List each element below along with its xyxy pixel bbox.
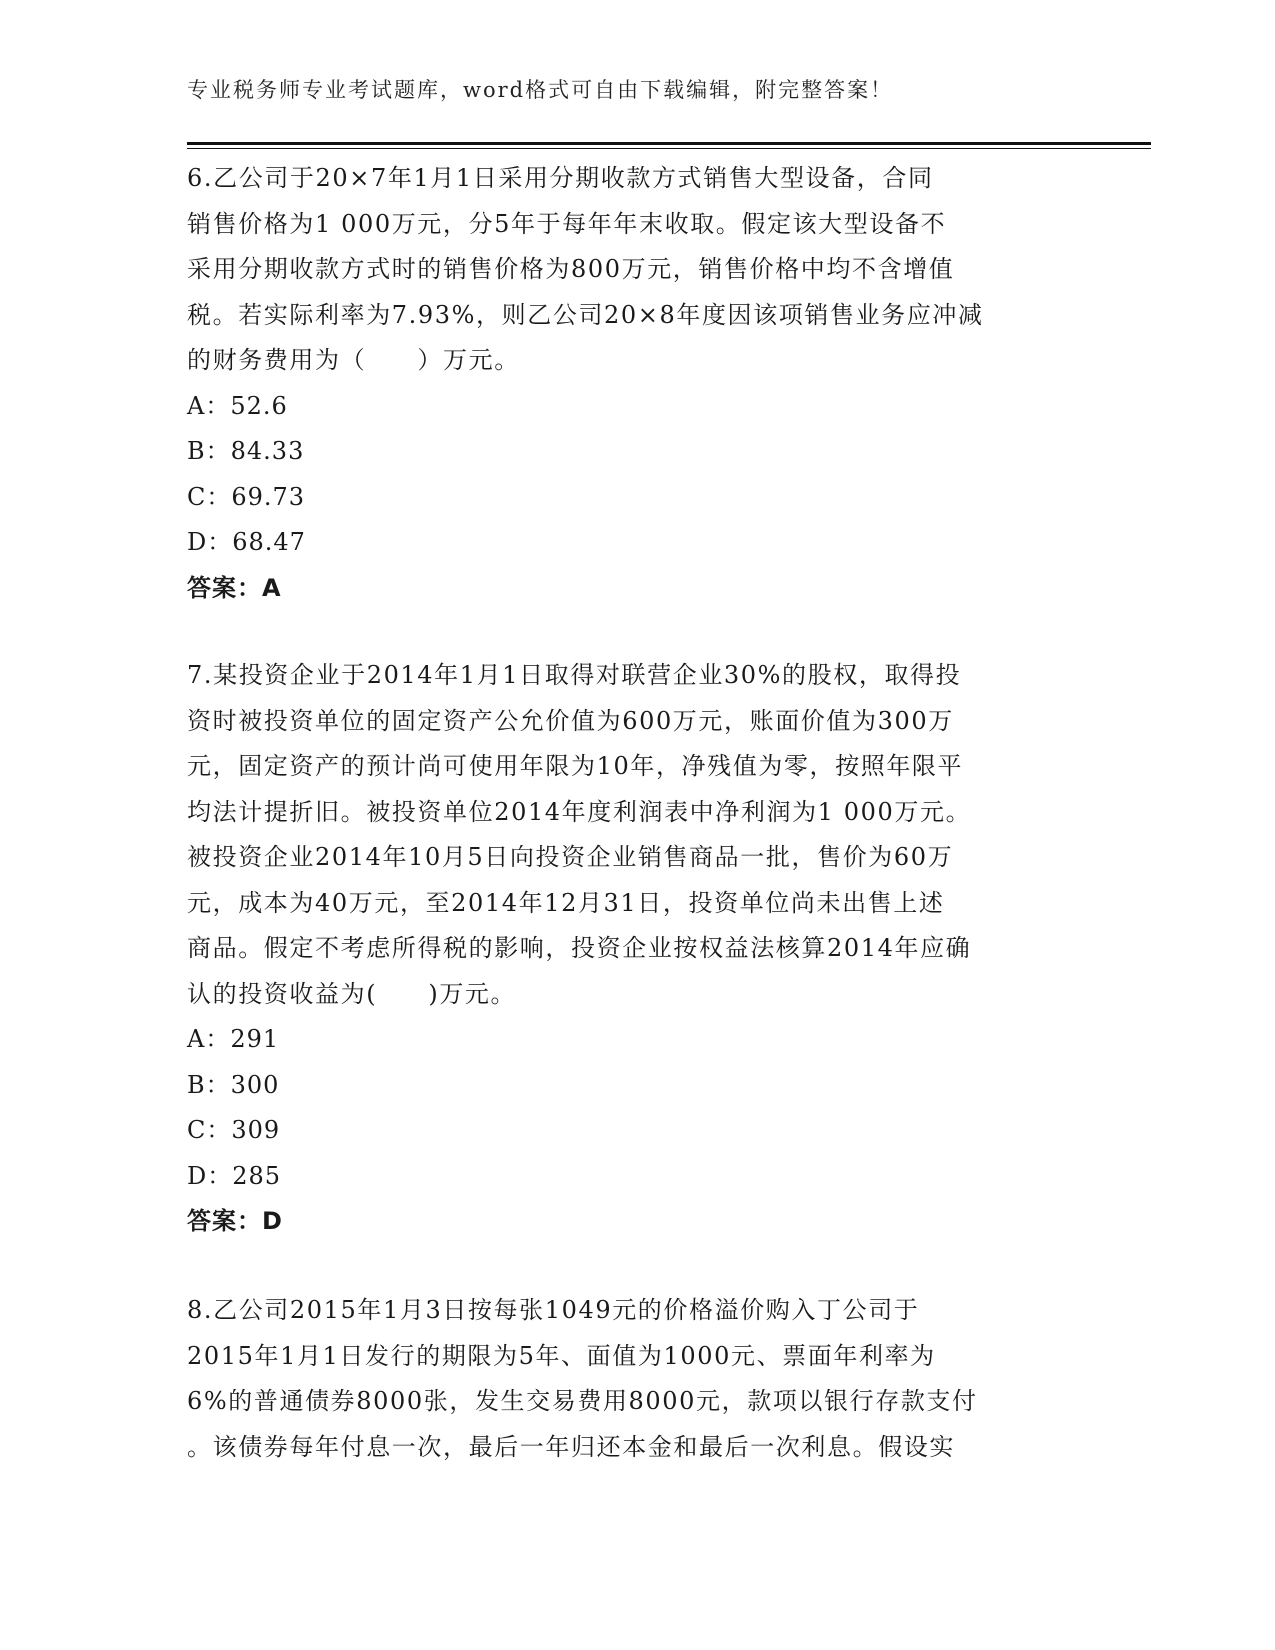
question-6 [187,156,1087,611]
option-c: C：69.73 [187,482,306,511]
answer-label: 答案：D [187,1207,283,1235]
stem-line: 资时被投资单位的固定资产公允价值为600万元，账面价值为300万 [187,706,954,735]
option-d: D：68.47 [187,528,306,556]
stem-line: 元，固定资产的预计尚可使用年限为10年，净残值为零，按照年限平 [187,752,964,780]
stem-line: 2015年1月1日发行的期限为5年、面值为1000元、票面年利率为 [187,1341,936,1370]
question-8 [187,1288,1087,1470]
option-a: A：52.6 [187,391,288,420]
question-stem [187,653,1087,1017]
stem-line: 商品。假定不考虑所得税的影响，投资企业按权益法核算2014年应确 [187,934,972,962]
stem-line: 的财务费用为（ ）万元。 [187,346,520,374]
option-b: B：300 [187,1070,280,1099]
stem-line: 6%的普通债券8000张，发生交易费用8000元，款项以银行存款支付 [187,1387,978,1415]
stem-line: 。该债券每年付息一次，最后一年归还本金和最后一次利息。假设实 [187,1432,955,1461]
stem-line: 6.乙公司于20×7年1月1日采用分期收款方式销售大型设备，合同 [187,164,934,192]
question-stem [187,1288,1087,1470]
option-c: C：309 [187,1116,281,1144]
stem-line: 7.某投资企业于2014年1月1日取得对联营企业30%的股权，取得投 [187,661,962,689]
stem-line: 被投资企业2014年10月5日向投资企业销售商品一批，售价为60万 [187,843,954,871]
stem-line: 8.乙公司2015年1月3日按每张1049元的价格溢价购入丁公司于 [187,1296,920,1324]
stem-line: 销售价格为1 000万元，分5年于每年年末收取。假定该大型设备不 [187,209,947,238]
stem-line: 采用分期收款方式时的销售价格为800万元，销售价格中均不含增值 [187,255,955,283]
option-d: D：285 [187,1161,282,1190]
question-stem [187,156,1087,384]
header-rule-thick [187,142,1151,145]
option-b: B：84.33 [187,437,305,465]
stem-line: 均法计提折旧。被投资单位2014年度利润表中净利润为1 000万元。 [187,797,972,826]
stem-line: 元，成本为40万元，至2014年12月31日，投资单位尚未出售上述 [187,888,945,917]
stem-line: 税。若实际利率为7.93%，则乙公司20×8年度因该项销售业务应冲减 [187,300,984,329]
question-7 [187,653,1087,1245]
page-header: 专业税务师专业考试题库，word格式可自由下载编辑，附完整答案！ [187,78,894,102]
answer-label: 答案：A [187,573,282,602]
option-a: A：291 [187,1025,280,1053]
stem-line: 认的投资收益为( )万元。 [187,979,517,1008]
header-rule-thin [187,148,1151,149]
